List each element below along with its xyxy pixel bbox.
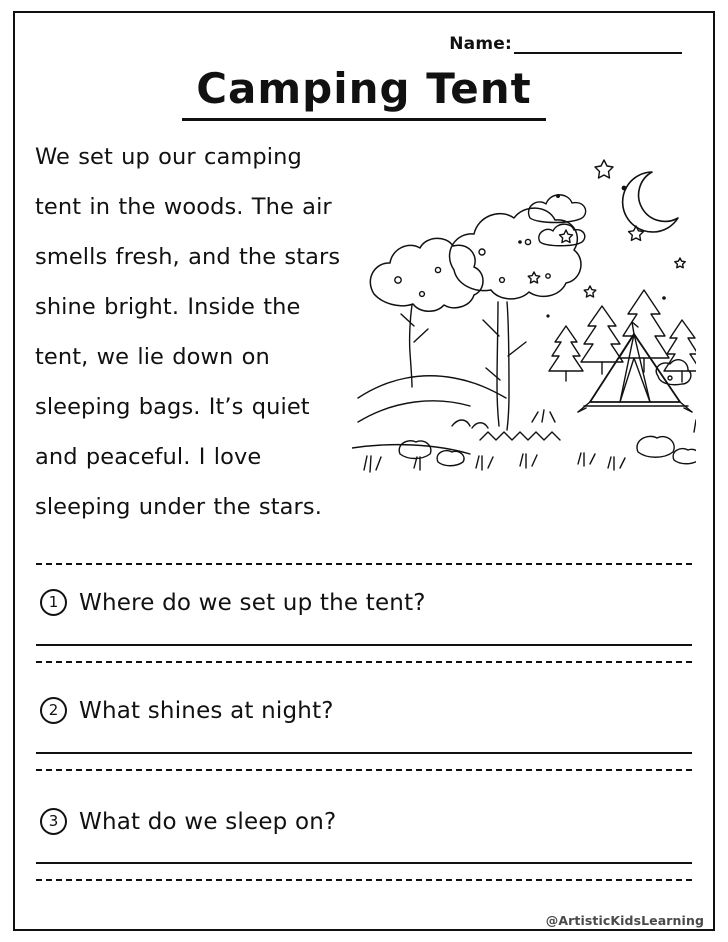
page-title-wrap	[0, 66, 728, 121]
question-text-1: Where do we set up the tent?	[79, 589, 426, 616]
answer-guide-3	[36, 879, 692, 881]
question-item-2	[40, 697, 680, 724]
answer-line-1[interactable]	[36, 644, 692, 646]
page-title: Camping Tent	[182, 66, 546, 121]
answer-guide-1	[36, 661, 692, 663]
footer-watermark: @ArtisticKidsLearning	[545, 913, 704, 928]
section-divider	[36, 563, 692, 565]
name-field-row	[449, 36, 682, 54]
question-number-3: 3	[40, 808, 67, 835]
answer-line-3[interactable]	[36, 862, 692, 864]
name-label: Name:	[449, 34, 512, 54]
question-item-3	[40, 808, 680, 835]
question-number-1: 1	[40, 589, 67, 616]
question-item-1	[40, 589, 680, 616]
question-text-3: What do we sleep on?	[79, 808, 337, 835]
name-write-line[interactable]	[514, 36, 682, 54]
answer-line-2[interactable]	[36, 752, 692, 754]
story-passage	[35, 132, 355, 532]
answer-guide-2	[36, 769, 692, 771]
camping-scene-illustration	[352, 130, 696, 478]
story-text: We set up our camping tent in the woods. The air smells fresh, and the stars shine bright. Inside the tent, we lie down on sleeping bags. It’s quiet and peaceful. I love sleeping under the stars.	[35, 144, 341, 520]
question-number-2: 2	[40, 697, 67, 724]
question-text-2: What shines at night?	[79, 697, 334, 724]
